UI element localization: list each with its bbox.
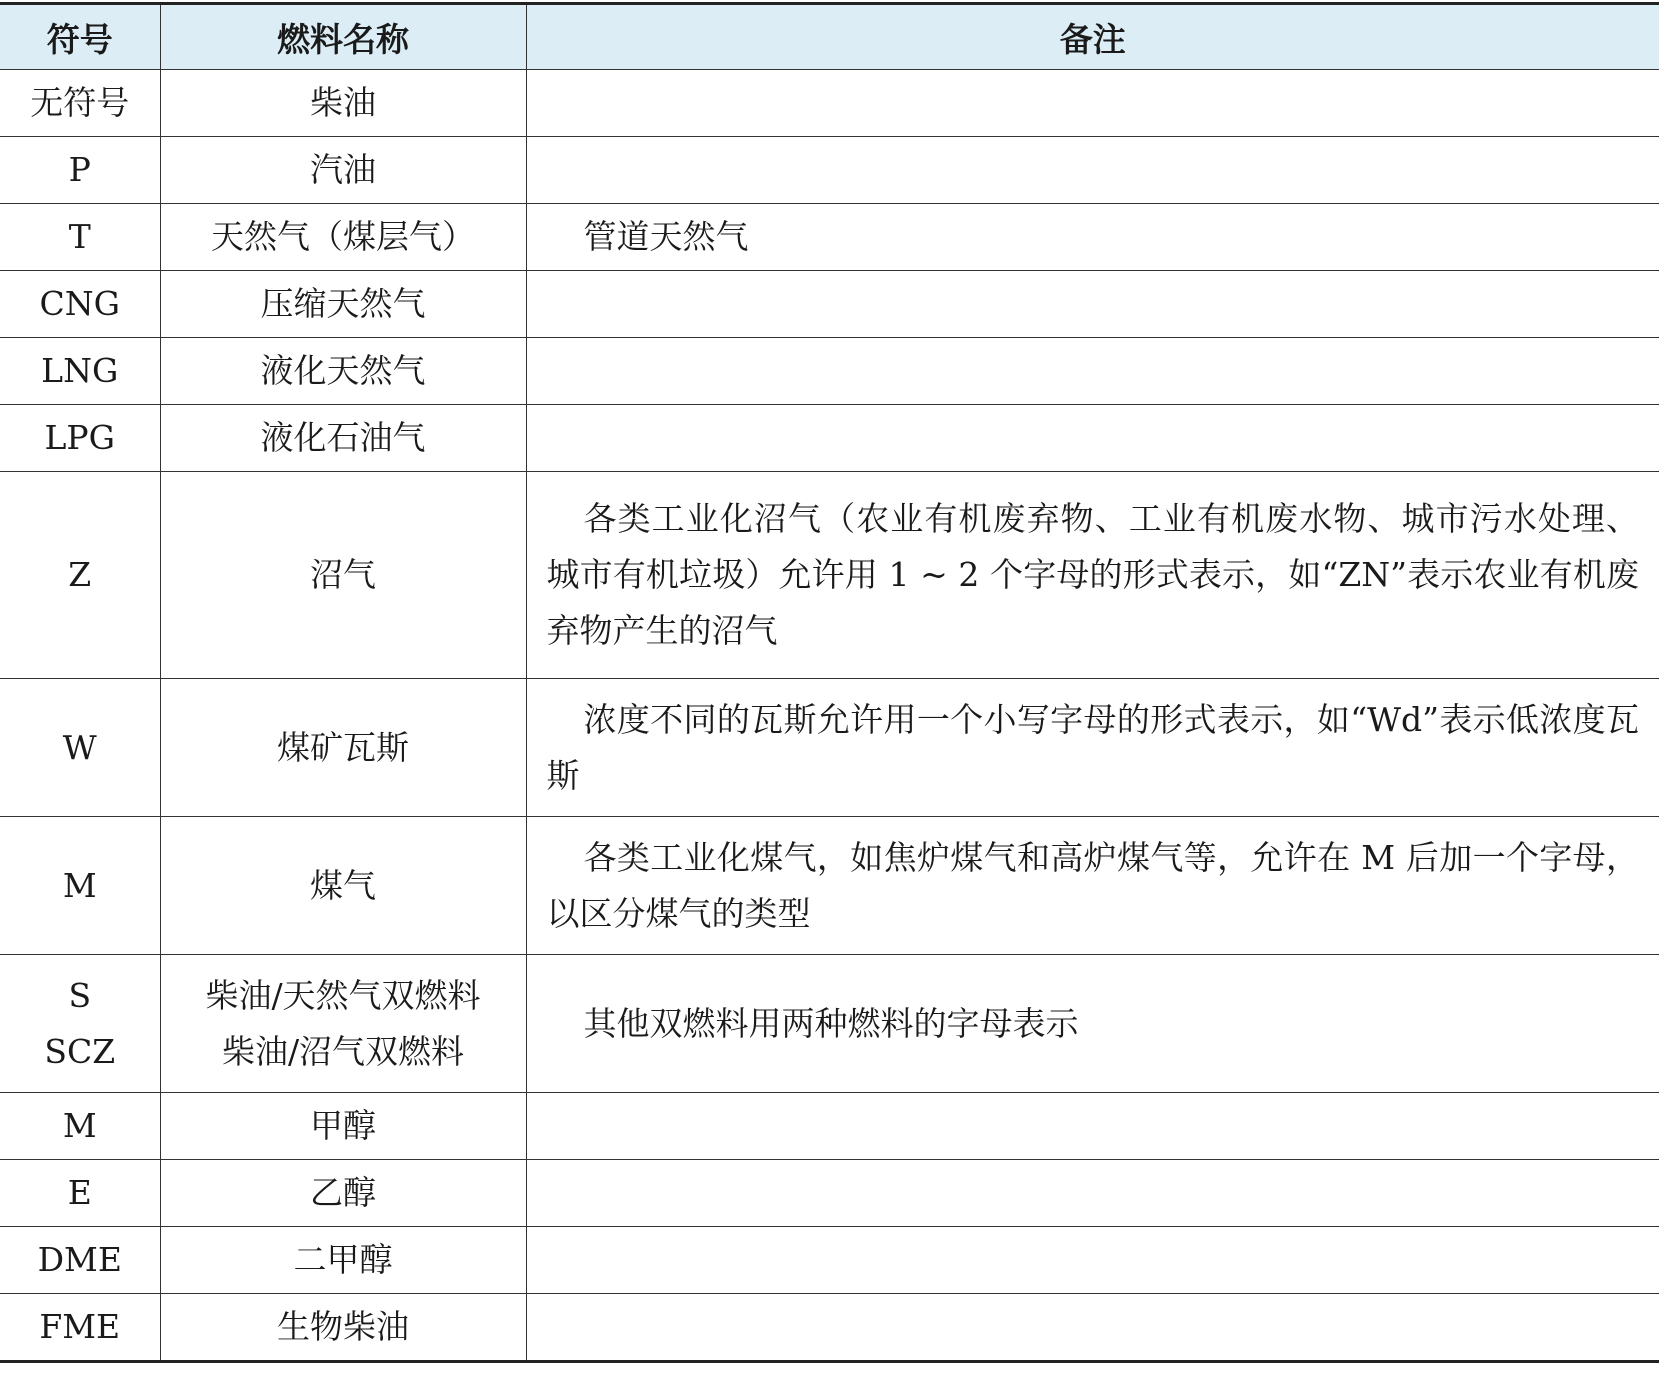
remark-cell	[526, 1093, 1659, 1160]
table-row	[0, 70, 1659, 137]
table-row	[0, 817, 1659, 955]
table-row	[0, 1227, 1659, 1294]
remark-cell: 各类工业化沼气（农业有机废弃物、工业有机废水物、城市污水处理、城市有机垃圾）允许用 1 ~ 2 个字母的形式表示，如“ZN”表示农业有机废弃物产生的沼气	[526, 472, 1659, 679]
symbol-cell: Z	[0, 472, 160, 679]
fuel-symbol-table-container	[0, 2, 1659, 1363]
remark-cell: 其他双燃料用两种燃料的字母表示	[526, 955, 1659, 1093]
symbol-cell: M	[0, 817, 160, 955]
symbol-cell: 无符号	[0, 70, 160, 137]
fuel-name-line: 柴油/天然气双燃料	[205, 975, 481, 1015]
fuel-name-cell: 二甲醇	[160, 1227, 526, 1294]
remark-cell	[526, 405, 1659, 472]
table-row	[0, 1160, 1659, 1227]
symbol-cell: DME	[0, 1227, 160, 1294]
fuel-name-cell: 煤矿瓦斯	[160, 679, 526, 817]
fuel-name-line: 柴油/沼气双燃料	[221, 1031, 465, 1071]
fuel-name-cell: 汽油	[160, 137, 526, 204]
remark-cell	[526, 1160, 1659, 1227]
table-row	[0, 271, 1659, 338]
column-header-remark: 备注	[526, 4, 1659, 70]
remark-cell: 管道天然气	[526, 204, 1659, 271]
table-row	[0, 1294, 1659, 1362]
remark-cell	[526, 271, 1659, 338]
table-header-row	[0, 4, 1659, 70]
table-row	[0, 204, 1659, 271]
remark-cell	[526, 338, 1659, 405]
fuel-name-cell: 煤气	[160, 817, 526, 955]
table-row	[0, 405, 1659, 472]
symbol-line: S	[68, 975, 92, 1015]
table-row	[0, 338, 1659, 405]
remark-cell: 各类工业化煤气，如焦炉煤气和高炉煤气等，允许在 M 后加一个字母，以区分煤气的类型	[526, 817, 1659, 955]
fuel-name-cell: 液化天然气	[160, 338, 526, 405]
symbol-cell: T	[0, 204, 160, 271]
fuel-name-cell	[160, 955, 526, 1093]
fuel-name-cell: 甲醇	[160, 1093, 526, 1160]
table-row	[0, 1093, 1659, 1160]
remark-cell	[526, 1294, 1659, 1362]
symbol-cell: W	[0, 679, 160, 817]
table-row	[0, 472, 1659, 679]
symbol-cell: E	[0, 1160, 160, 1227]
symbol-cell: LPG	[0, 405, 160, 472]
symbol-cell: P	[0, 137, 160, 204]
remark-cell	[526, 70, 1659, 137]
remark-cell	[526, 137, 1659, 204]
table-row	[0, 955, 1659, 1093]
fuel-name-cell: 压缩天然气	[160, 271, 526, 338]
column-header-symbol: 符号	[0, 4, 160, 70]
symbol-cell: CNG	[0, 271, 160, 338]
remark-cell	[526, 1227, 1659, 1294]
fuel-name-cell: 天然气（煤层气）	[160, 204, 526, 271]
column-header-fuel-name: 燃料名称	[160, 4, 526, 70]
fuel-name-cell: 柴油	[160, 70, 526, 137]
table-row	[0, 679, 1659, 817]
fuel-name-cell: 沼气	[160, 472, 526, 679]
symbol-cell: LNG	[0, 338, 160, 405]
symbol-cell	[0, 955, 160, 1093]
fuel-symbol-table	[0, 2, 1659, 1363]
symbol-cell: M	[0, 1093, 160, 1160]
fuel-name-cell: 液化石油气	[160, 405, 526, 472]
symbol-cell: FME	[0, 1294, 160, 1362]
table-row	[0, 137, 1659, 204]
fuel-name-cell: 生物柴油	[160, 1294, 526, 1362]
fuel-name-cell: 乙醇	[160, 1160, 526, 1227]
symbol-line: SCZ	[44, 1031, 116, 1071]
remark-cell: 浓度不同的瓦斯允许用一个小写字母的形式表示，如“Wd”表示低浓度瓦斯	[526, 679, 1659, 817]
